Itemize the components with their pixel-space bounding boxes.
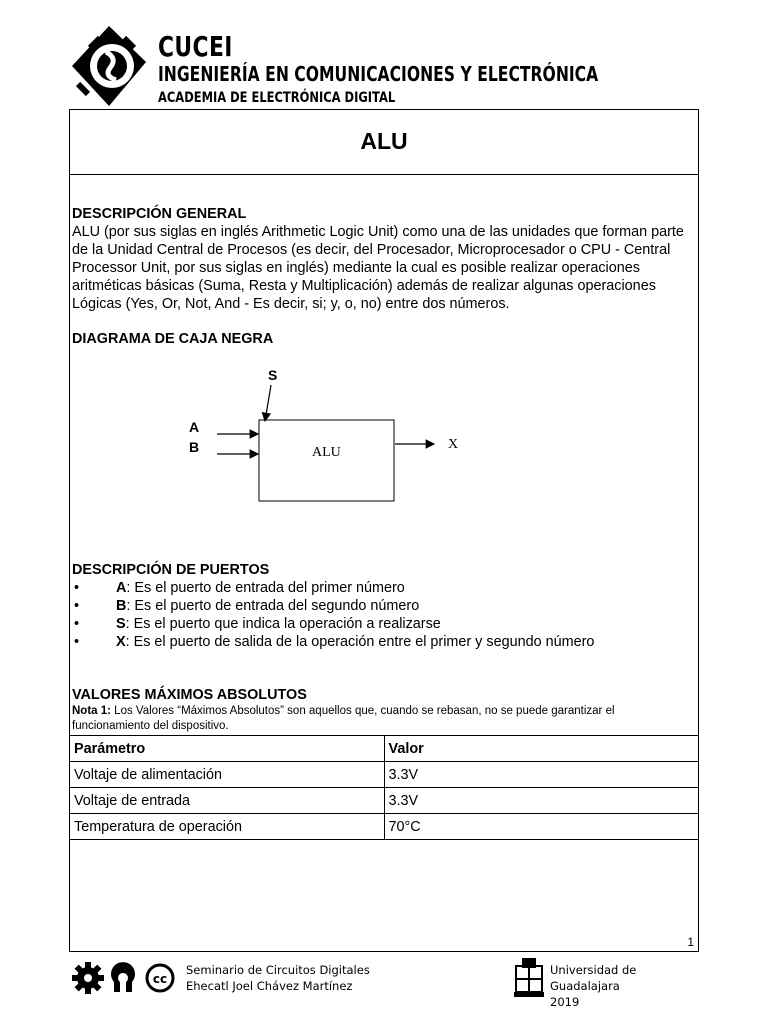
udg-seal-icon (512, 956, 546, 998)
port-name: S (116, 616, 126, 632)
table-cell: 3.3V (384, 788, 698, 814)
note (72, 704, 694, 734)
document-frame (69, 109, 699, 952)
title-row (70, 110, 698, 175)
port-desc: : Es el puerto de salida de la operación entre el primer y segundo número (125, 634, 595, 650)
b-label: B (189, 439, 200, 455)
ports-section (72, 561, 694, 651)
port-desc: : Es el puerto de entrada del segundo número (126, 598, 420, 614)
list-item (72, 633, 694, 651)
a-label: A (189, 419, 200, 435)
max-values-section (72, 686, 694, 734)
list-item (72, 597, 694, 615)
list-item (72, 615, 694, 633)
alu-label: ALU (312, 445, 341, 460)
footer-course (186, 962, 370, 994)
general-heading: DESCRIPCIÓN GENERAL (72, 206, 247, 222)
port-desc: : Es el puerto que indica la operación a realizarse (125, 616, 441, 632)
footer-icons (70, 960, 176, 996)
university-name: Universidad de Guadalajara (550, 963, 637, 993)
s-arrow (265, 385, 271, 421)
ports-heading: DESCRIPCIÓN DE PUERTOS (72, 562, 270, 578)
alu-block (259, 420, 394, 501)
table-cell: Voltaje de entrada (70, 788, 385, 814)
port-name: B (116, 598, 127, 614)
table-cell: Voltaje de alimentación (70, 762, 385, 788)
table-cell: Temperatura de operación (70, 814, 385, 840)
general-text: ALU (por sus siglas en inglés Arithmetic Logic Unit) como una de las unidades que forman parte de la Unidad Central de Procesos (es decir, del Procesador, Microprocesador o CPU - Central Processor Unit, por sus siglas en inglés) mediante la cual es posible realizar operaciones aritméticas básicas (Suma, Resta y Multiplicación) además de realizar algunas operaciones Lógicas (Yes, Or, Not, And - Es decir, si; y, o, no) entre dos números. (72, 224, 684, 312)
program-name: INGENIERÍA EN COMUNICACIONES Y ELECTRÓNICA (158, 62, 599, 86)
bullet: • (74, 634, 80, 650)
document-title: ALU (360, 128, 408, 154)
parameters-table (69, 735, 699, 840)
port-desc: : Es el puerto de entrada del primer número (126, 580, 405, 596)
bullet: • (74, 580, 80, 596)
creative-commons-icon (147, 965, 173, 991)
black-box-diagram (165, 365, 465, 515)
open-hardware-icon (111, 962, 135, 992)
max-heading: VALORES MÁXIMOS ABSOLUTOS (72, 687, 307, 703)
list-item (72, 579, 694, 597)
footer-line2: Ehecatl Joel Chávez Martínez (186, 979, 353, 993)
diagram-heading: DIAGRAMA DE CAJA NEGRA (72, 331, 274, 347)
table-cell: 70°C (384, 814, 698, 840)
table-header-cell: Parámetro (70, 736, 385, 762)
table-cell: 3.3V (384, 762, 698, 788)
cc-glyph: cc (152, 972, 168, 986)
document-content (72, 205, 694, 348)
table-header-row (70, 736, 699, 762)
university-year: 2019 (550, 995, 580, 1009)
port-name: X (116, 634, 126, 650)
ports-list (72, 579, 694, 651)
page-number: 1 (687, 935, 694, 949)
table-row (70, 762, 699, 788)
table-row (70, 814, 699, 840)
footer-line1: Seminario de Circuitos Digitales (186, 963, 370, 977)
bullet: • (74, 598, 80, 614)
org-name: CUCEI (158, 30, 233, 63)
bullet: • (74, 616, 80, 632)
port-name: A (116, 580, 127, 596)
note-text: Los Valores “Máximos Absolutos” son aquellos que, cuando se rebasan, no se puede garantizar el funcionamiento del dispositivo. (72, 705, 615, 732)
table-header-cell: Valor (384, 736, 698, 762)
table-row (70, 788, 699, 814)
cucei-logo-icon (66, 22, 152, 110)
x-label: X (448, 437, 459, 452)
academy-name: ACADEMIA DE ELECTRÓNICA DIGITAL (158, 90, 396, 106)
s-label: S (268, 367, 278, 383)
page-footer (66, 954, 706, 1009)
page-header (66, 22, 706, 110)
gear-icon (72, 962, 104, 994)
footer-university (550, 962, 706, 1010)
note-label: Nota 1: (72, 705, 111, 717)
